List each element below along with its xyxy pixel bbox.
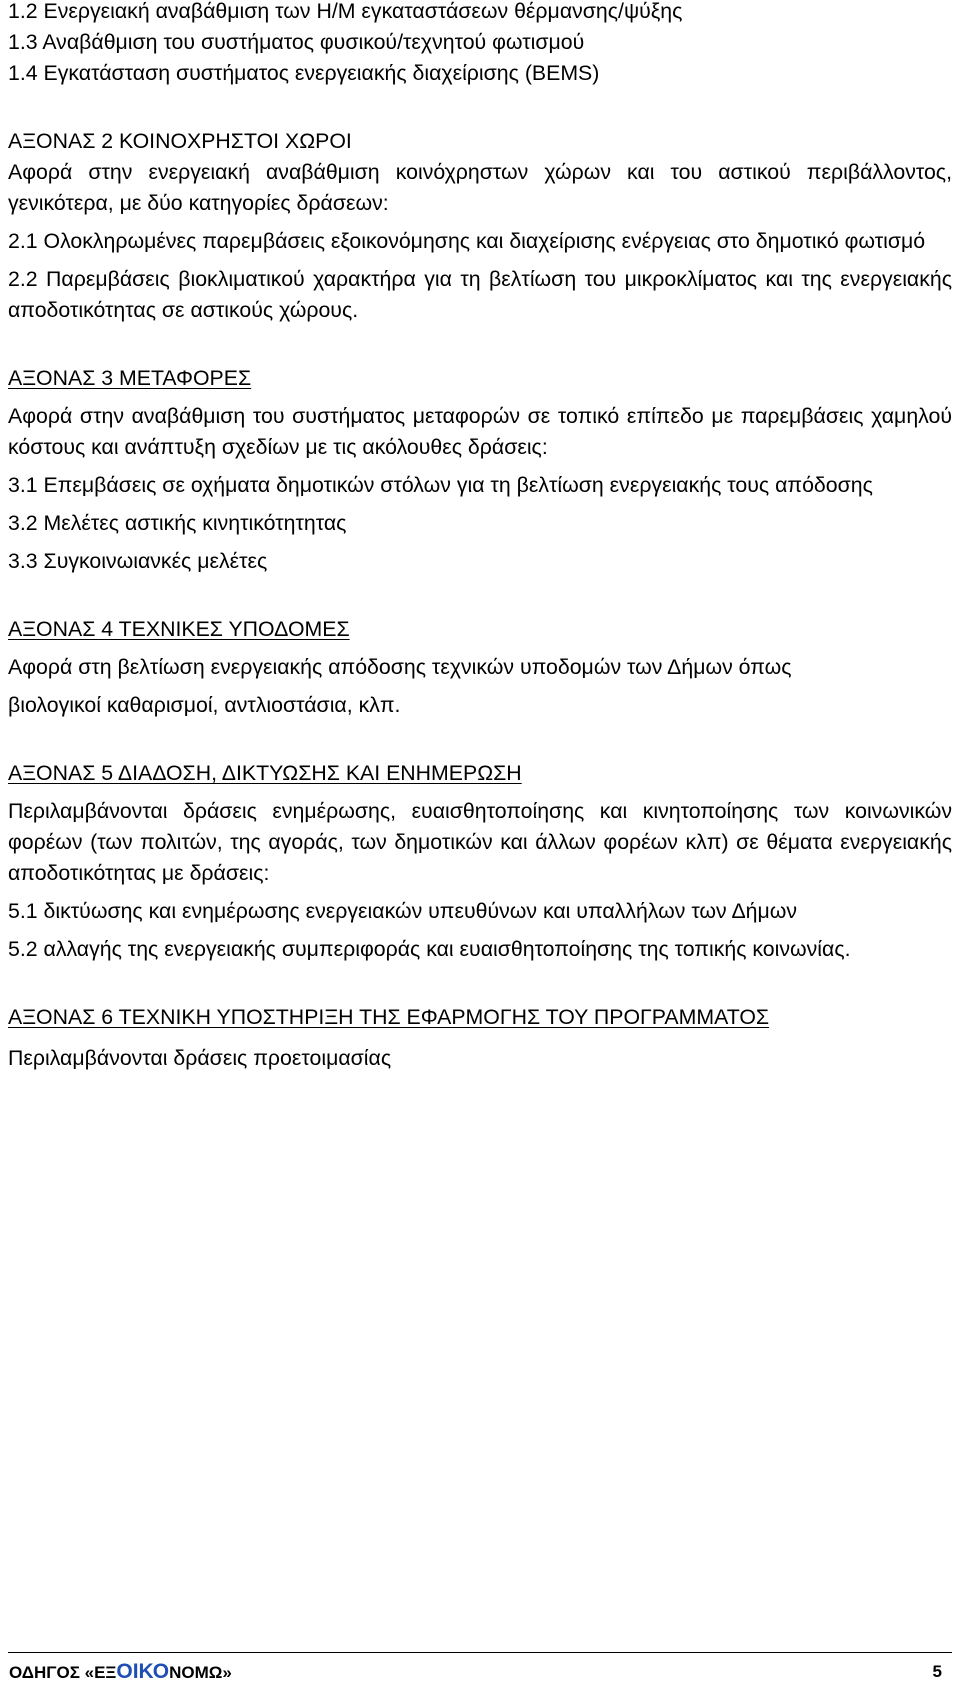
paragraph-spacer: [8, 927, 952, 934]
axis4-heading: ΑΞΟΝΑΣ 4 ΤΕΧΝΙΚΕΣ ΥΠΟΔΟΜΕΣ: [8, 617, 350, 641]
paragraph-spacer: [8, 501, 952, 508]
axis3-description: Αφορά στην αναβάθμιση του συστήματος μεταφορών σε τοπικό επίπεδο με παρεμβάσεις χαμηλού κόστους και ανάπτυξη σχεδίων με τις ακόλουθες δράσεις:: [8, 404, 952, 459]
section-spacer: [8, 89, 952, 126]
section-spacer: [8, 326, 952, 363]
paragraph-spacer: [8, 539, 952, 546]
axis5-heading: ΑΞΟΝΑΣ 5 ΔΙΑΔΟΣΗ, ΔΙΚΤΥΩΣΗΣ ΚΑΙ ΕΝΗΜΕΡΩΣΗ: [8, 761, 522, 785]
paragraph-spacer: [8, 889, 952, 896]
axis2-item-2-2: 2.2 Παρεμβάσεις βιοκλιματικού χαρακτήρα για τη βελτίωση του μικροκλίματος και της ενεργειακής αποδοτικότητας σε αστικούς χώρους.: [8, 267, 952, 322]
axis6-heading: ΑΞΟΝΑΣ 6 ΤΕΧΝΙΚΗ ΥΠΟΣΤΗΡΙΞΗ ΤΗΣ ΕΦΑΡΜΟΓΗΣ ΤΟΥ ΠΡΟΓΡΑΜΜΑΤΟΣ: [8, 1005, 770, 1029]
paragraph-spacer: [8, 219, 952, 226]
paragraph-spacer: [8, 1033, 952, 1043]
axis5-description: Περιλαμβάνονται δράσεις ενημέρωσης, ευαισθητοποίησης και κινητοποίησης των κοινωνικών φορέων (των πολιτών, της αγοράς, των δημοτικών και άλλων φορέων κλπ) σε θέματα ενεργειακής αποδοτικότητας με δράσεις:: [8, 799, 952, 885]
axis2-heading: ΑΞΟΝΑΣ 2 ΚΟΙΝΟΧΡΗΣΤΟΙ ΧΩΡΟΙ: [8, 129, 352, 153]
paragraph-spacer: [8, 683, 952, 690]
axis1-item-1-2: 1.2 Ενεργειακή αναβάθμιση των Η/Μ εγκαταστάσεων θέρμανσης/ψύξης: [8, 0, 683, 23]
footer-guide-title: [9, 1662, 232, 1683]
axis3-heading: ΑΞΟΝΑΣ 3 ΜΕΤΑΦΟΡΕΣ: [8, 366, 252, 390]
axis1-item-1-4: 1.4 Εγκατάσταση συστήματος ενεργειακής διαχείρισης (BEMS): [8, 61, 600, 85]
axis6-description: Περιλαμβάνονται δράσεις προετοιμασίας: [8, 1046, 392, 1070]
page-number: 5: [932, 1662, 942, 1681]
paragraph-spacer: [8, 789, 952, 796]
section-spacer: [8, 721, 952, 758]
paragraph-spacer: [8, 257, 952, 264]
axis2-description: Αφορά στην ενεργειακή αναβάθμιση κοινόχρηστων χώρων και του αστικού περιβάλλοντος, γενικότερα, με δύο κατηγορίες δράσεων:: [8, 160, 952, 215]
axis2-item-2-1: 2.1 Ολοκληρωμένες παρεμβάσεις εξοικονόμησης και διαχείρισης ενέργειας στο δημοτικό φωτισμό: [8, 229, 926, 253]
document-body: [8, 0, 952, 1074]
axis3-item-3-2: 3.2 Μελέτες αστικής κινητικότητητας: [8, 511, 347, 535]
footer-guide-prefix: ΟΔΗΓΟΣ «ΕΞ: [9, 1663, 117, 1682]
axis5-item-5-1: 5.1 δικτύωσης και ενημέρωσης ενεργειακών υπευθύνων και υπαλλήλων των Δήμων: [8, 899, 798, 923]
axis3-item-3-1: 3.1 Επεμβάσεις σε οχήματα δημοτικών στόλων για τη βελτίωση ενεργειακής τους απόδοσης: [8, 473, 873, 497]
paragraph-spacer: [8, 463, 952, 470]
paragraph-spacer: [8, 645, 952, 652]
axis4-description-line-2: βιολογικοί καθαρισμοί, αντλιοστάσια, κλπ.: [8, 693, 401, 717]
axis1-item-1-3: 1.3 Αναβάθμιση του συστήματος φυσικού/τεχνητού φωτισμού: [8, 30, 585, 54]
paragraph-spacer: [8, 394, 952, 401]
axis5-item-5-2: 5.2 αλλαγής της ενεργειακής συμπεριφοράς και ευαισθητοποίησης της τοπικής κοινωνίας.: [8, 937, 851, 961]
section-spacer: [8, 965, 952, 1002]
axis3-item-3-3: 3.3 Συγκοινωιανκές μελέτες: [8, 549, 268, 573]
footer-guide-suffix: ΝΟΜΩ»: [169, 1663, 232, 1682]
section-spacer: [8, 577, 952, 614]
axis4-description-line-1: Αφορά στη βελτίωση ενεργειακής απόδοσης τεχνικών υποδομών των Δήμων όπως: [8, 655, 792, 679]
footer-guide-highlight: ΟΙΚΟ: [116, 1660, 170, 1683]
page-footer: [8, 1652, 952, 1686]
